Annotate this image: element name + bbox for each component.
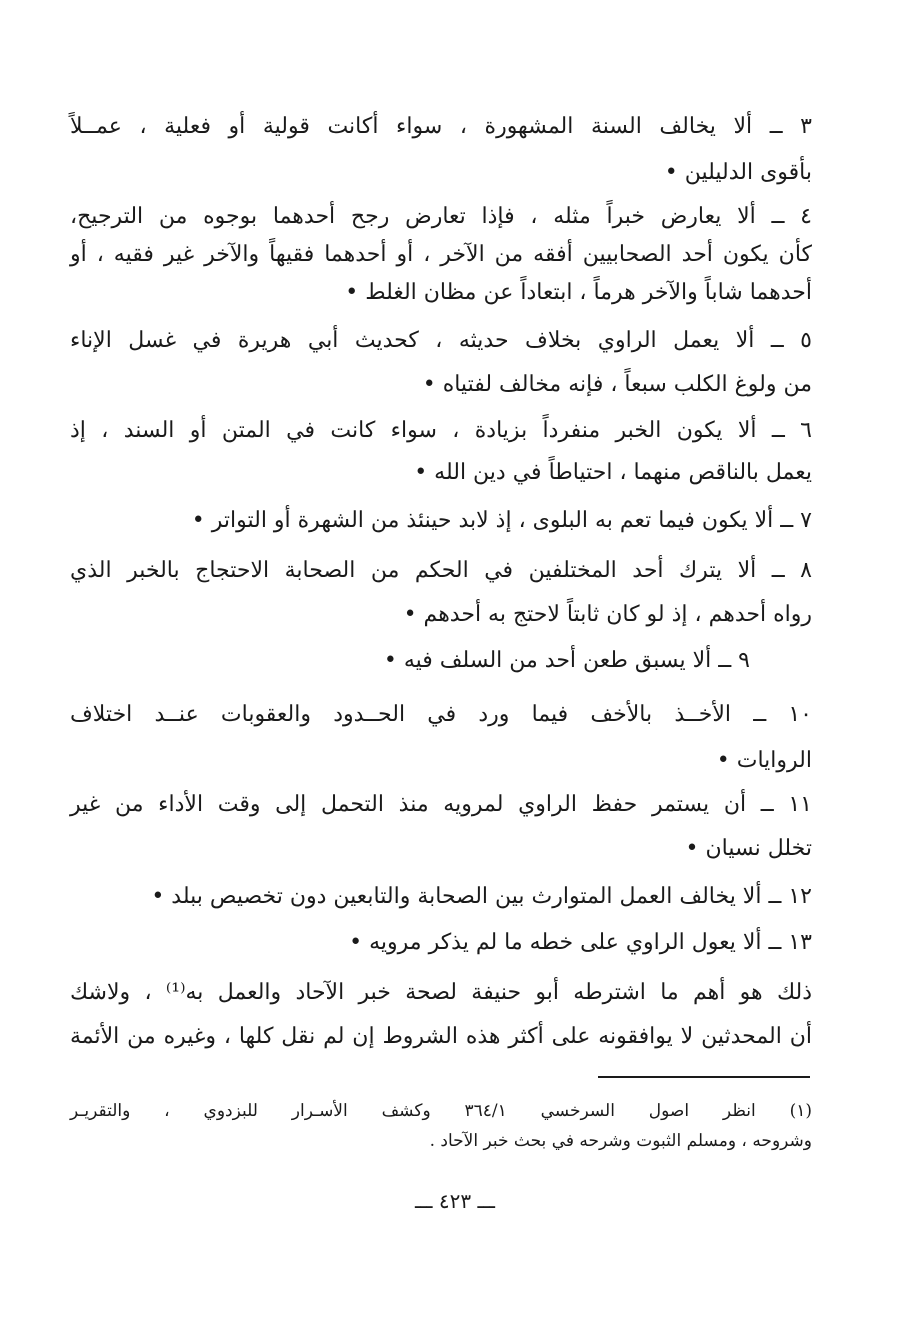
condition-6-line-2: يعمل بالناقص منهما ، احتياطاً في دين الله • xyxy=(414,460,812,485)
condition-13-line-1: ١٣ ــ ألا يعول الراوي على خطه ما لم يذكر مرويه • xyxy=(349,930,812,955)
condition-11-line-2: تخلل نسيان • xyxy=(685,836,812,861)
condition-7-line-1: ٧ ــ ألا يكون فيما تعم به البلوى ، إذ لابد حينئذ من الشهرة أو التواتر • xyxy=(191,508,812,533)
footnote-separator xyxy=(598,1076,810,1078)
condition-5-line-2: من ولوغ الكلب سبعاً ، فإنه مخالف لفتياه • xyxy=(422,372,812,397)
condition-8-line-1: ٨ ــ ألا يترك أحد المختلفين في الحكم من الصحابة الاحتجاج بالخبر الذي xyxy=(70,558,812,583)
condition-5-line-1: ٥ ــ ألا يعمل الراوي بخلاف حديثه ، كحديث أبي هريرة في غسل الإناء xyxy=(70,328,812,353)
condition-9-line-1: ٩ ــ ألا يسبق طعن أحد من السلف فيه • xyxy=(383,648,750,673)
condition-8-line-2: رواه أحدهم ، إذ لو كان ثابتاً لاحتج به أحدهم • xyxy=(403,602,812,627)
conclusion-line-1: ذلك هو أهم ما اشترطه أبو حنيفة لصحة خبر الآحاد والعمل به⁽¹⁾ ، ولاشك xyxy=(70,980,812,1005)
footnote-line-2: وشروحه ، ومسلم الثبوت وشرحه في بحث خبر الآحاد . xyxy=(429,1131,812,1151)
condition-6-line-1: ٦ ــ ألا يكون الخبر منفرداً بزيادة ، سواء كانت في المتن أو السند ، إذ xyxy=(70,418,812,443)
condition-3-line-1: ٣ ــ ألا يخالف السنة المشهورة ، سواء أكانت قولية أو فعلية ، عمــلاً xyxy=(70,114,812,139)
page-number: ـــ ٤٢٣ ـــ xyxy=(414,1189,496,1213)
condition-11-line-1: ١١ ــ أن يستمر حفظ الراوي لمرويه منذ التحمل إلى وقت الأداء من غير xyxy=(70,792,812,817)
condition-10-line-2: الروايات • xyxy=(716,748,812,773)
conclusion-line-2: أن المحدثين لا يوافقونه على أكثر هذه الشروط إن لم نقل كلها ، وغيره من الأئمة xyxy=(70,1024,812,1049)
condition-3-line-2: بأقوى الدليلين • xyxy=(664,160,812,185)
condition-4-line-3: أحدهما شاباً والآخر هرماً ، ابتعاداً عن مظان الغلط • xyxy=(345,280,812,305)
condition-4-line-1: ٤ ــ ألا يعارض خبراً مثله ، فإذا تعارض رجح أحدهما بوجوه من الترجيح، xyxy=(70,204,812,229)
condition-12-line-1: ١٢ ــ ألا يخالف العمل المتوارث بين الصحابة والتابعين دون تخصيص ببلد • xyxy=(151,884,812,909)
footnote-line-1: (١) انظر اصول السرخسي ٣٦٤/١ وكشف الأسـرار للبزدوي ، والتقريـر xyxy=(70,1101,812,1121)
condition-10-line-1: ١٠ ــ الأخــذ بالأخف فيما ورد في الحــدود والعقوبات عنــد اختلاف xyxy=(70,702,812,727)
condition-4-line-2: كأن يكون أحد الصحابيين أفقه من الآخر ، أو أحدهما فقيهاً والآخر غير فقيه ، أو xyxy=(70,242,812,267)
